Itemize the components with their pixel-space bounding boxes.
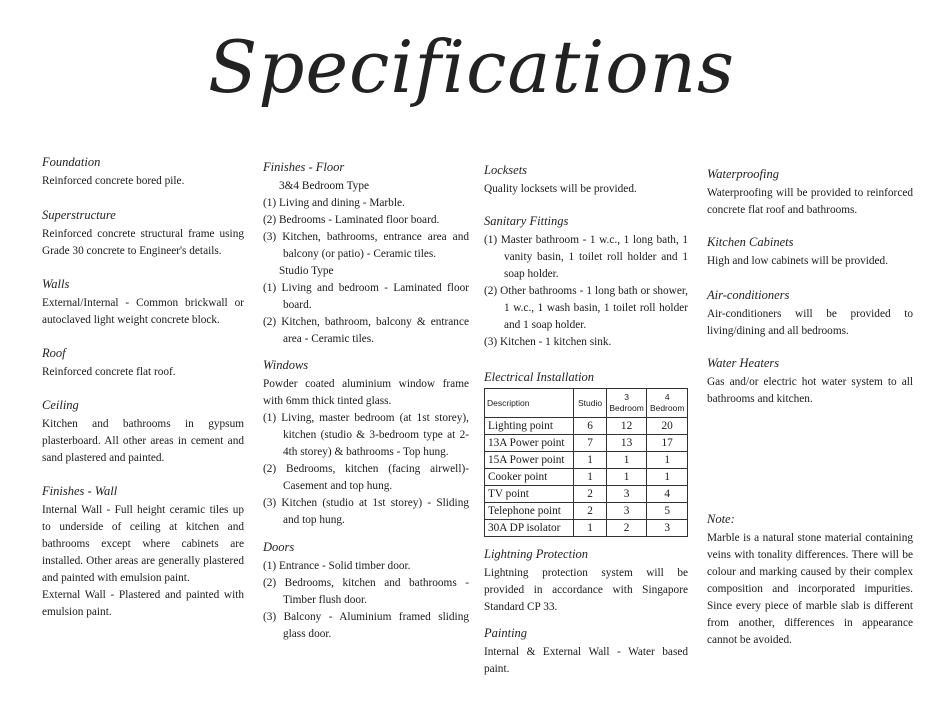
list-item: (1) Master bathroom - 1 w.c., 1 long bath, 1 vanity basin, 1 toilet roll holder and 1 soap holder.: [484, 234, 688, 280]
paragraph: Reinforced concrete flat roof.: [42, 366, 176, 378]
section-heading: Air-conditioners: [707, 288, 790, 302]
table-cell: 2: [574, 486, 606, 503]
paragraph: Internal Wall - Full height ceramic tiles up to underside of ceiling at kitchen and bathrooms except where cabinets are installed. Other areas are generally plastered and painted with emulsion paint.: [42, 504, 244, 584]
section-heading: Waterproofing: [707, 167, 779, 181]
table-cell: TV point: [485, 486, 574, 503]
list-item: (3) Kitchen (studio at 1st storey) - Sliding and top hung.: [263, 497, 469, 526]
paragraph: Lightning protection system will be provided in accordance with Singapore Standard CP 33.: [484, 567, 688, 613]
paragraph: Powder coated aluminium window frame with 6mm thick tinted glass.: [263, 378, 469, 407]
list-item: (1) Living and dining - Marble.: [263, 197, 405, 209]
table-row: [485, 520, 688, 537]
paragraph: Quality locksets will be provided.: [484, 183, 637, 195]
list-item: (1) Living and bedroom - Laminated floor board.: [263, 282, 469, 311]
table-cell: Telephone point: [485, 503, 574, 520]
table-cell: 3: [606, 503, 647, 520]
table-header: 4 Bedroom: [647, 389, 688, 418]
section-heading: Foundation: [42, 155, 101, 169]
table-row: [485, 418, 688, 435]
list-item: (1) Entrance - Solid timber door.: [263, 560, 411, 572]
table-cell: Cooker point: [485, 469, 574, 486]
table-cell: 6: [574, 418, 606, 435]
section-heading: Note:: [707, 512, 735, 526]
table-cell: 1: [606, 452, 647, 469]
paragraph: Internal & External Wall - Water based paint.: [484, 646, 688, 675]
paragraph: Waterproofing will be provided to reinforced concrete flat roof and bathrooms.: [707, 187, 913, 216]
table-cell: 1: [606, 469, 647, 486]
list-item: (1) Living, master bedroom (at 1st storey), kitchen (studio & 3-bedroom type at 2-4th storey) & bathrooms - Top hung.: [263, 412, 469, 458]
section-heading: Kitchen Cabinets: [707, 235, 794, 249]
list-item: (2) Bedrooms - Laminated floor board.: [263, 214, 440, 226]
paragraph: Reinforced concrete structural frame using Grade 30 concrete to Engineer's details.: [42, 228, 244, 257]
spec-section: [484, 214, 688, 351]
subheading: Studio Type: [279, 265, 334, 277]
section-heading: Electrical Installation: [484, 370, 595, 384]
paragraph: External/Internal - Common brickwall or autoclaved light weight concrete block.: [42, 297, 244, 326]
list-item: (3) Balcony - Aluminium framed sliding glass door.: [263, 611, 469, 640]
table-cell: 30A DP isolator: [485, 520, 574, 537]
spec-section: [42, 208, 244, 260]
list-item: (3) Kitchen, bathrooms, entrance area and balcony (or patio) - Ceramic tiles.: [263, 231, 469, 260]
spec-section: [42, 155, 244, 190]
list-item: (2) Bedrooms, kitchen (facing airwell)- Casement and top hung.: [263, 463, 469, 492]
section-heading: Painting: [484, 626, 528, 640]
table-cell: 5: [647, 503, 688, 520]
table-cell: 13A Power point: [485, 435, 574, 452]
spec-section: [484, 626, 688, 678]
table-cell: 1: [647, 452, 688, 469]
table-row: [485, 503, 688, 520]
table-cell: 4: [647, 486, 688, 503]
table-row: [485, 486, 688, 503]
section-heading: Doors: [263, 540, 295, 554]
table-header: Description: [485, 389, 574, 418]
section-heading: Finishes - Wall: [42, 484, 118, 498]
section-heading: Locksets: [484, 163, 528, 177]
table-cell: 2: [606, 520, 647, 537]
section-heading: Windows: [263, 358, 309, 372]
paragraph: External Wall - Plastered and painted with emulsion paint.: [42, 589, 244, 618]
spec-section: [263, 358, 469, 529]
table-cell: 1: [574, 520, 606, 537]
table-header-row: [485, 389, 688, 418]
section-heading: Superstructure: [42, 208, 116, 222]
list-item: (2) Kitchen, bathroom, balcony & entrance area - Ceramic tiles.: [263, 316, 469, 345]
table-cell: 13: [606, 435, 647, 452]
list-item: (3) Kitchen - 1 kitchen sink.: [484, 336, 612, 348]
spec-section: [42, 398, 244, 467]
table-header: Studio: [574, 389, 606, 418]
table-row: [485, 452, 688, 469]
section-heading: Ceiling: [42, 398, 79, 412]
spec-section: [707, 512, 913, 649]
spec-section: [42, 484, 244, 621]
table-cell: Lighting point: [485, 418, 574, 435]
list-item: (2) Bedrooms, kitchen and bathrooms - Timber flush door.: [263, 577, 469, 606]
table-cell: 1: [574, 469, 606, 486]
table-cell: 7: [574, 435, 606, 452]
table-cell: 1: [647, 469, 688, 486]
table-row: [485, 469, 688, 486]
electrical-table: [484, 388, 688, 537]
section-heading: Lightning Protection: [484, 547, 589, 561]
table-cell: 1: [574, 452, 606, 469]
section-heading: Finishes - Floor: [263, 160, 345, 174]
page-title: Specifications: [208, 25, 735, 109]
section-heading: Water Heaters: [707, 356, 780, 370]
section-heading: Sanitary Fittings: [484, 214, 569, 228]
paragraph: Kitchen and bathrooms in gypsum plasterboard. All other areas in cement and sand plastered and painted.: [42, 418, 244, 464]
list-item: (2) Other bathrooms - 1 long bath or shower, 1 w.c., 1 wash basin, 1 toilet roll holder and 1 soap holder.: [484, 285, 688, 331]
paragraph: Marble is a natural stone material containing veins with tonality differences. There will be colour and marking caused by their complex composition and incorporated impurities. Since every piece of marble slab is different from another, differences in appearance cannot be avoided.: [707, 532, 913, 646]
spec-section: [263, 160, 469, 348]
table-cell: 12: [606, 418, 647, 435]
spec-section: [263, 540, 469, 643]
spec-section: [484, 370, 688, 537]
spec-section: [707, 288, 913, 340]
subheading: 3&4 Bedroom Type: [279, 180, 369, 192]
paragraph: Reinforced concrete bored pile.: [42, 175, 185, 187]
table-cell: 3: [606, 486, 647, 503]
spec-section: [484, 163, 688, 198]
section-heading: Roof: [42, 346, 66, 360]
spec-section: [484, 547, 688, 616]
table-row: [485, 435, 688, 452]
paragraph: Air-conditioners will be provided to living/dining and all bedrooms.: [707, 308, 913, 337]
spec-section: [42, 346, 244, 381]
table-cell: 20: [647, 418, 688, 435]
spec-section: [707, 356, 913, 408]
table-header: 3 Bedroom: [606, 389, 647, 418]
spec-section: [42, 277, 244, 329]
table-cell: 3: [647, 520, 688, 537]
table-cell: 15A Power point: [485, 452, 574, 469]
table-cell: 17: [647, 435, 688, 452]
section-heading: Walls: [42, 277, 70, 291]
spec-section: [707, 235, 913, 270]
spec-section: [707, 167, 913, 219]
paragraph: High and low cabinets will be provided.: [707, 255, 889, 267]
paragraph: Gas and/or electric hot water system to all bathrooms and kitchen.: [707, 376, 913, 405]
table-cell: 2: [574, 503, 606, 520]
